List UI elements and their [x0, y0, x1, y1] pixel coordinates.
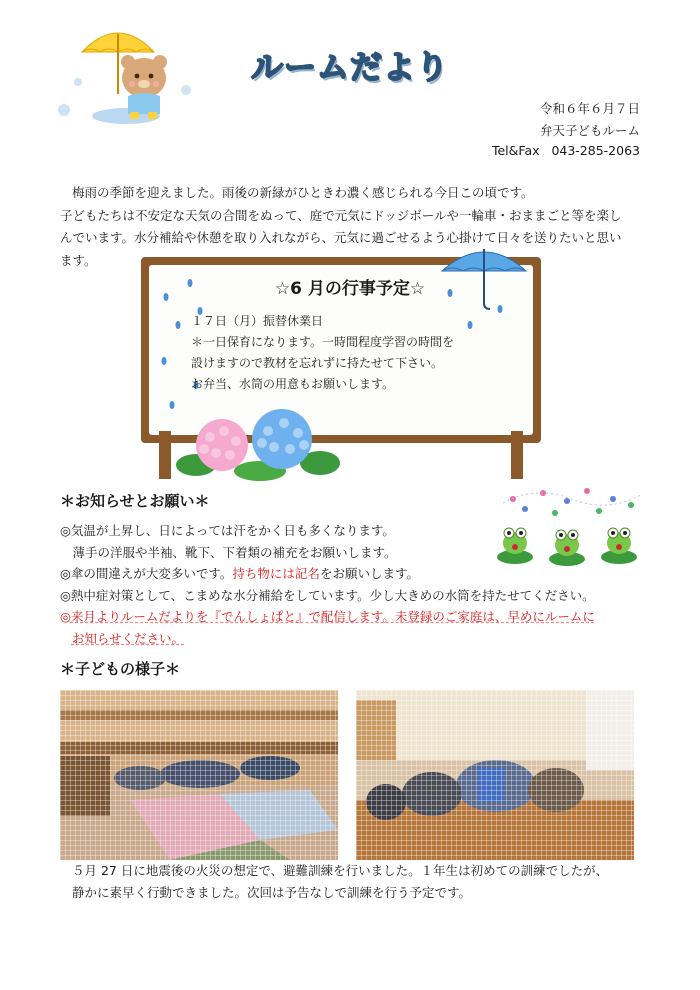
- caption-line: ５月 27 日に地震後の火災の想定で、避難訓練を行いました。１年生は初めての訓練でしたが、: [72, 863, 609, 878]
- event-line: 設けますので教材を忘れずに持たせて下さい。: [191, 356, 444, 370]
- organization-name: 弁天子どもルーム: [539, 123, 640, 138]
- evacuation-drill-photo-1: [60, 690, 338, 860]
- hydrangea-illustration: [170, 405, 340, 483]
- notice-item-important: [60, 606, 640, 628]
- contact-phone: [492, 143, 640, 158]
- notice-highlight: 来月よりルームだよりを『でんしょぱと』で配信します。未登録のご家庭は、早めにルームに: [70, 609, 595, 624]
- intro-line: 梅雨の季節を迎えました。雨後の新緑がひときわ濃く感じられる今日この頃です。: [72, 185, 534, 200]
- events-title: ☆6 月の行事予定☆: [274, 279, 426, 299]
- event-line: ＊一日保育になります。一時間程度学習の時間を: [191, 335, 455, 349]
- issue-date: 令和６年６月７日: [539, 101, 640, 116]
- page-title: ルームだより: [250, 48, 449, 86]
- tel-number: 043-285-2063: [551, 143, 640, 158]
- notice-mark: ◎: [60, 609, 71, 624]
- intro-line: んでいます。水分補給や休憩を取り入れながら、元気に過ごせるよう心掛けて日々を送りたいと思い: [60, 230, 622, 245]
- intro-line: 子どもたちは不安定な天気の合間をぬって、庭で元気にドッジボールや一輪車・おままごと等を楽し: [60, 207, 622, 223]
- notice-item: [60, 563, 640, 585]
- children-heading: ＊子どもの様子＊: [60, 660, 181, 678]
- intro-line: ます。: [60, 252, 97, 268]
- notice-text: をお願いします。: [319, 566, 419, 581]
- event-line: １７日（月）振替休業日: [191, 314, 324, 328]
- notices-heading: ＊お知らせとお願い＊: [60, 492, 210, 510]
- notice-item: ◎気温が上昇し、日によっては汗をかく日も多くなります。: [60, 523, 395, 538]
- caption-line: 静かに素早く行動できました。次回は予告なしで訓練を行う予定です。: [72, 885, 472, 900]
- tel-label: Tel&Fax: [491, 143, 540, 158]
- event-line: お弁当、水筒の用意もお願いします。: [191, 377, 395, 391]
- photo-caption: [60, 860, 650, 904]
- notice-item-continued: 薄手の洋服や半袖、靴下、下着類の補充をお願いします。: [60, 544, 397, 560]
- notice-highlight: お知らせください。: [71, 630, 185, 646]
- notice-item-continued: [60, 628, 640, 650]
- notice-highlight: 持ち物には記名: [232, 566, 320, 581]
- notice-text: ◎傘の間違えが大変多いです。: [60, 566, 233, 581]
- notices-list: [60, 520, 640, 649]
- evacuation-drill-photo-2: [356, 690, 634, 860]
- notice-item: ◎熱中症対策として、こまめな水分補給をしています。少し大きめの水筒を持たせてください。: [60, 587, 595, 603]
